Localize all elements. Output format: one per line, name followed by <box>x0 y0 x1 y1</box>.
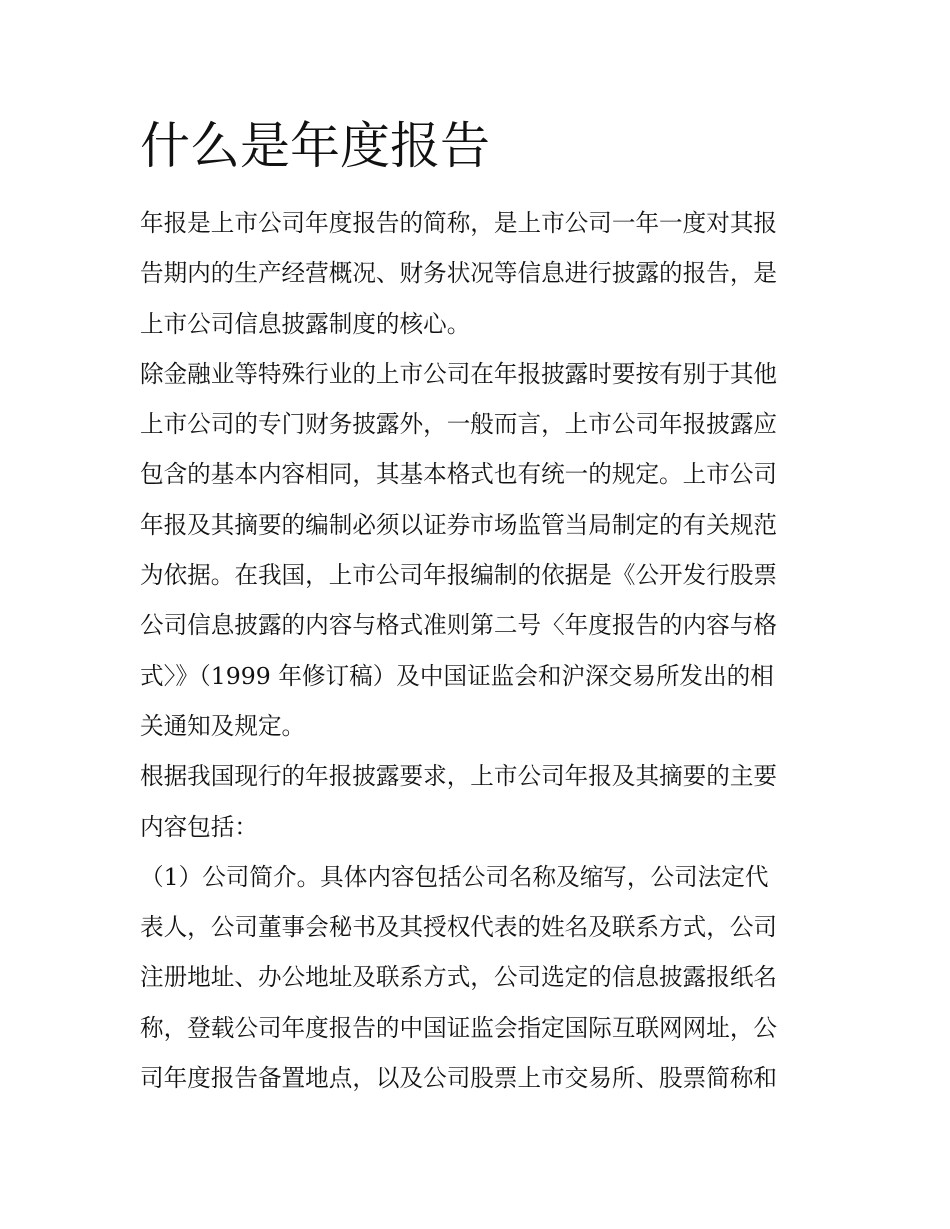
text-line: 为依据。在我国，上市公司年报编制的依据是《公开发行股票 <box>140 561 778 590</box>
text-line: 司年度报告备置地点，以及公司股票上市交易所、股票简称和 <box>140 1064 778 1093</box>
text-line: （1）公司简介。具体内容包括公司名称及缩写，公司法定代 <box>140 862 769 891</box>
text-line: 表人，公司董事会秘书及其授权代表的姓名及联系方式，公司 <box>140 913 778 942</box>
text-line: 内容包括： <box>140 812 258 841</box>
text-line: 关通知及规定。 <box>140 711 306 740</box>
text-line: 称，登载公司年度报告的中国证监会指定国际互联网网址，公 <box>140 1013 778 1042</box>
text-line: 告期内的生产经营概况、财务状况等信息进行披露的报告，是 <box>140 259 778 288</box>
text-line: 公司信息披露的内容与格式准则第二号〈年度报告的内容与格 <box>140 611 778 640</box>
text-line: 式〉》（1999 年修订稿）及中国证监会和沪深交易所发出的相 <box>140 661 774 690</box>
text-line: 上市公司信息披露制度的核心。 <box>140 309 471 338</box>
text-line: 包含的基本内容相同，其基本格式也有统一的规定。上市公司 <box>140 460 778 489</box>
text-line: 除金融业等特殊行业的上市公司在年报披露时要按有别于其他 <box>140 359 778 388</box>
document-title: 什么是年度报告 <box>140 117 490 175</box>
document-body <box>140 198 815 1103</box>
text-line: 注册地址、办公地址及联系方式，公司选定的信息披露报纸名 <box>140 963 778 992</box>
document-page <box>140 112 815 1103</box>
text-line: 年报及其摘要的编制必须以证券市场监管当局制定的有关规范 <box>140 510 778 539</box>
text-line: 年报是上市公司年度报告的简称，是上市公司一年一度对其报 <box>140 209 778 237</box>
text-line: 根据我国现行的年报披露要求，上市公司年报及其摘要的主要 <box>140 762 778 791</box>
text-line: 上市公司的专门财务披露外，一般而言，上市公司年报披露应 <box>140 410 778 439</box>
